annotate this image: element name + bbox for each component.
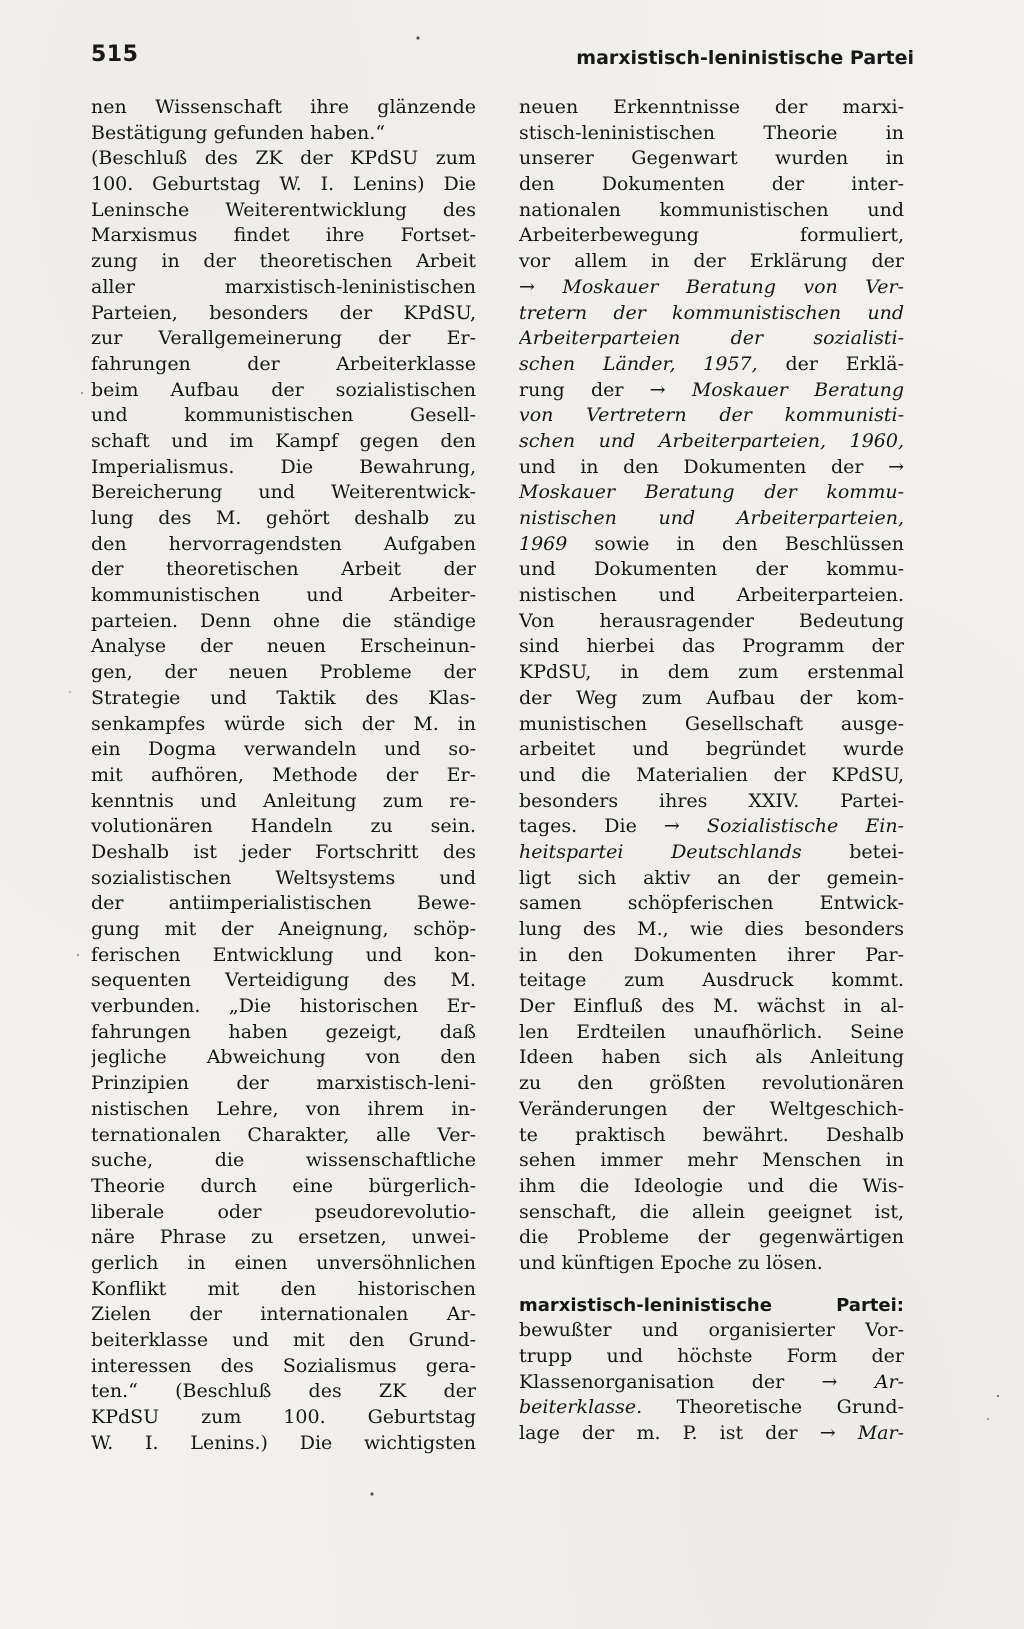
text-line <box>519 557 904 583</box>
text-line: kenntnis und Anleitung zum re- <box>91 789 476 812</box>
text-run: Ideen haben sich als Anleitung <box>519 1046 904 1069</box>
text-line: Prinzipien der marxistisch-leni- <box>91 1072 476 1095</box>
text-line: W. I. Lenins.) Die wichtigsten <box>91 1431 476 1454</box>
text-line: Analyse der neuen Erscheinun- <box>91 635 476 658</box>
text-line: ternationalen Charakter, alle Ver- <box>91 1123 476 1146</box>
text-run: samen schöpferischen Entwick- <box>519 892 904 915</box>
text-line <box>519 1225 904 1251</box>
text-line: mit aufhören, Methode der Er- <box>91 763 476 786</box>
text-line <box>519 917 904 943</box>
text-line <box>519 1200 904 1226</box>
text-run: ihm die Ideologie und die Wis- <box>519 1174 904 1197</box>
text-line: gerlich in einen unversöhnlichen <box>91 1251 476 1274</box>
text-line <box>519 1148 904 1174</box>
text-run: lage der m. P. ist der → <box>519 1422 858 1445</box>
text-run: nistischen und Arbeiterparteien. <box>519 584 904 607</box>
text-run: der Erklä- <box>757 352 904 375</box>
text-line: Leninsche Weiterentwicklung des <box>91 198 476 221</box>
text-run: Klassenorganisation der → <box>519 1370 875 1393</box>
italic-reference: beiterklasse. <box>519 1396 643 1419</box>
text-run: arbeitet und begründet wurde <box>519 738 904 761</box>
text-line <box>519 480 904 506</box>
italic-reference: Mar- <box>857 1422 904 1445</box>
text-line <box>519 712 904 738</box>
text-line: beiterklasse und mit den Grund- <box>91 1329 476 1351</box>
text-line <box>519 378 904 404</box>
text-run: besonders ihres XXIV. Partei- <box>519 789 904 812</box>
text-line: parteien. Denn ohne die ständige <box>91 609 476 632</box>
text-run: Von herausragender Bedeutung <box>519 609 904 632</box>
italic-reference: nistischen und Arbeiterparteien, <box>519 507 904 529</box>
text-line: ten.“ (Beschluß des ZK der <box>91 1380 476 1403</box>
text-line <box>519 121 904 147</box>
text-line <box>519 95 904 121</box>
text-line: kommunistischen und Arbeiter- <box>91 584 476 607</box>
text-run: len Erdteilen unaufhörlich. Seine <box>519 1020 904 1043</box>
text-run: und in den Dokumenten der → <box>519 455 904 478</box>
text-line: näre Phrase zu ersetzen, unwei- <box>91 1226 476 1249</box>
text-line <box>519 943 904 969</box>
running-title: marxistisch-leninistische Partei <box>576 47 914 69</box>
text-line: ferischen Entwicklung und kon- <box>91 943 476 966</box>
text-line <box>519 223 904 249</box>
text-line <box>519 994 904 1020</box>
text-line <box>519 968 904 994</box>
italic-reference: tretern der kommunistischen und <box>519 301 904 324</box>
text-line: volutionären Handeln zu sein. <box>91 815 476 838</box>
text-line <box>519 506 904 532</box>
text-line: fahrungen der Arbeiterklasse <box>91 352 476 375</box>
text-line <box>519 1251 904 1277</box>
text-run: trupp und höchste Form der <box>519 1345 904 1367</box>
text-line <box>519 1174 904 1200</box>
text-line: den hervorragendsten Aufgaben <box>91 532 476 555</box>
text-run: senschaft, die allein geeignet ist, <box>519 1200 904 1223</box>
text-line <box>519 737 904 763</box>
text-line <box>519 1395 904 1421</box>
text-line <box>519 249 904 275</box>
text-line <box>519 429 904 455</box>
text-line: suche, die wissenschaftliche <box>91 1149 476 1172</box>
italic-reference: Arbeiterparteien der sozialisti- <box>519 327 904 350</box>
text-line: gen, der neuen Probleme der <box>91 661 476 684</box>
text-run: bewußter und organisierter Vor- <box>519 1319 904 1342</box>
text-line <box>519 686 904 712</box>
italic-reference: schen Länder, 1957, <box>519 352 758 375</box>
text-line <box>519 1421 904 1447</box>
text-line: lung des M. gehört deshalb zu <box>91 507 476 529</box>
text-run: Veränderungen der Weltgeschich- <box>519 1097 904 1120</box>
text-line: nen Wissenschaft ihre glänzende <box>91 96 476 118</box>
text-run: teitage zum Ausdruck kommt. <box>519 969 904 992</box>
text-line <box>519 1318 904 1344</box>
text-line <box>519 609 904 635</box>
text-line <box>519 1344 904 1370</box>
text-line: Strategie und Taktik des Klas- <box>91 686 476 709</box>
text-line: (Beschluß des ZK der KPdSU zum <box>91 147 476 170</box>
text-line <box>519 146 904 172</box>
text-line <box>519 455 904 481</box>
text-line <box>519 1020 904 1046</box>
text-line: Zielen der internationalen Ar- <box>91 1303 476 1326</box>
text-line: KPdSU zum 100. Geburtstag <box>91 1406 476 1429</box>
entry-headword: marxistisch-leninistische Partei: <box>519 1294 904 1316</box>
text-run: vor allem in der Erklärung der <box>519 250 904 273</box>
text-line: nistischen Lehre, von ihrem in- <box>91 1097 476 1120</box>
text-line <box>519 1123 904 1149</box>
text-line: Bereicherung und Weiterentwick- <box>91 481 476 504</box>
text-line <box>519 403 904 429</box>
text-line: der theoretischen Arbeit der <box>91 558 476 581</box>
text-line: Bestätigung gefunden haben.“ <box>91 121 386 144</box>
text-run: Theoretische Grund- <box>642 1396 904 1419</box>
text-line <box>519 172 904 198</box>
italic-reference: Ar- <box>874 1370 904 1393</box>
text-line <box>519 326 904 352</box>
text-line <box>519 1097 904 1123</box>
text-run: nationalen kommunistischen und <box>519 198 904 221</box>
text-run: lung des M., wie dies besonders <box>519 918 904 940</box>
text-line: zung in der theoretischen Arbeit <box>91 250 476 273</box>
text-run: den Dokumenten der inter- <box>519 173 904 196</box>
italic-reference: 1969 <box>519 532 568 555</box>
text-run: in den Dokumenten ihrer Par- <box>519 943 904 966</box>
text-line <box>519 763 904 789</box>
text-line <box>519 789 904 815</box>
text-run: die Probleme der gegenwärtigen <box>519 1226 904 1249</box>
text-line <box>519 840 904 866</box>
text-line: jegliche Abweichung von den <box>91 1046 476 1069</box>
italic-reference: heitspartei Deutschlands <box>519 840 802 863</box>
italic-reference: Sozialistische Ein- <box>706 815 904 838</box>
text-run: neuen Erkenntnisse der marxi- <box>519 96 904 118</box>
text-line <box>519 634 904 660</box>
text-line: Imperialismus. Die Bewahrung, <box>91 455 476 478</box>
text-run: und künftigen Epoche zu lösen. <box>519 1251 823 1274</box>
text-line <box>519 532 904 558</box>
text-line <box>519 1293 904 1319</box>
text-line: zur Verallgemeinerung der Er- <box>91 327 476 350</box>
text-run: rung der → <box>519 378 692 401</box>
text-run: stisch-leninistischen Theorie in <box>519 121 904 144</box>
text-line <box>519 1370 904 1396</box>
text-line <box>519 891 904 917</box>
text-line <box>519 814 904 840</box>
page-number: 515 <box>91 42 139 67</box>
italic-reference: von Vertretern der kommunisti- <box>519 404 904 427</box>
text-run: Der Einfluß des M. wächst in al- <box>519 995 904 1018</box>
paragraph-gap <box>519 1277 904 1293</box>
text-line: aller marxistisch-leninistischen <box>91 275 476 298</box>
text-run: sehen immer mehr Menschen in <box>519 1149 904 1172</box>
text-run: und die Materialien der KPdSU, <box>519 763 904 786</box>
text-run: sowie in den Beschlüssen <box>567 532 904 555</box>
text-run: betei- <box>801 840 904 863</box>
text-line: Deshalb ist jeder Fortschritt des <box>91 840 476 863</box>
text-run: KPdSU, in dem zum erstenmal <box>519 661 904 684</box>
text-run: te praktisch bewährt. Deshalb <box>519 1123 904 1146</box>
text-run: Arbeiterbewegung formuliert, <box>519 224 904 247</box>
text-line <box>519 275 904 301</box>
text-line: 100. Geburtstag W. I. Lenins) Die <box>91 173 476 196</box>
text-run: und Dokumenten der kommu- <box>519 558 904 581</box>
text-run: der Weg zum Aufbau der kom- <box>519 686 904 709</box>
text-line: gung mit der Aneignung, schöp- <box>91 918 476 940</box>
italic-reference: Moskauer Beratung von Ver- <box>562 275 904 298</box>
text-line: Marxismus findet ihre Fortset- <box>91 224 476 247</box>
text-line: verbunden. „Die historischen Er- <box>91 995 476 1018</box>
text-line: ein Dogma verwandeln und so- <box>91 738 476 761</box>
text-line <box>519 198 904 224</box>
text-line: liberale oder pseudorevolutio- <box>91 1200 476 1223</box>
text-line: sequenten Verteidigung des M. <box>91 969 476 992</box>
right-text-column <box>519 95 904 1447</box>
text-line: Theorie durch eine bürgerlich- <box>91 1174 476 1197</box>
text-line <box>519 301 904 327</box>
text-run: ligt sich aktiv an der gemein- <box>519 866 904 889</box>
text-line <box>519 1045 904 1071</box>
italic-reference: Moskauer Beratung der kommu- <box>519 481 904 504</box>
text-line: Parteien, besonders der KPdSU, <box>91 301 476 324</box>
text-line: beim Aufbau der sozialistischen <box>91 378 476 401</box>
text-line: Konflikt mit den historischen <box>91 1277 476 1300</box>
text-run: unserer Gegenwart wurden in <box>519 147 904 170</box>
text-line: der antiimperialistischen Bewe- <box>91 892 476 915</box>
text-line <box>519 583 904 609</box>
text-line: sozialistischen Weltsystems und <box>91 866 476 889</box>
text-line: schaft und im Kampf gegen den <box>91 429 476 452</box>
text-line <box>519 660 904 686</box>
text-line <box>519 352 904 378</box>
text-run: munistischen Gesellschaft ausge- <box>519 712 904 735</box>
text-run: sind hierbei das Programm der <box>519 635 904 658</box>
text-line: fahrungen haben gezeigt, daß <box>91 1020 476 1043</box>
text-run: zu den größten revolutionären <box>519 1072 904 1095</box>
text-line <box>519 866 904 892</box>
text-line: interessen des Sozialismus gera- <box>91 1354 476 1377</box>
text-run: tages. Die → <box>519 815 707 838</box>
text-line: senkampfes würde sich der M. in <box>91 712 476 735</box>
italic-reference: schen und Arbeiterparteien, 1960, <box>519 429 904 452</box>
text-run: → <box>519 275 563 298</box>
left-text-column <box>91 95 476 1456</box>
text-line <box>519 1071 904 1097</box>
text-line: und kommunistischen Gesell- <box>91 404 476 427</box>
italic-reference: Moskauer Beratung <box>691 378 904 401</box>
